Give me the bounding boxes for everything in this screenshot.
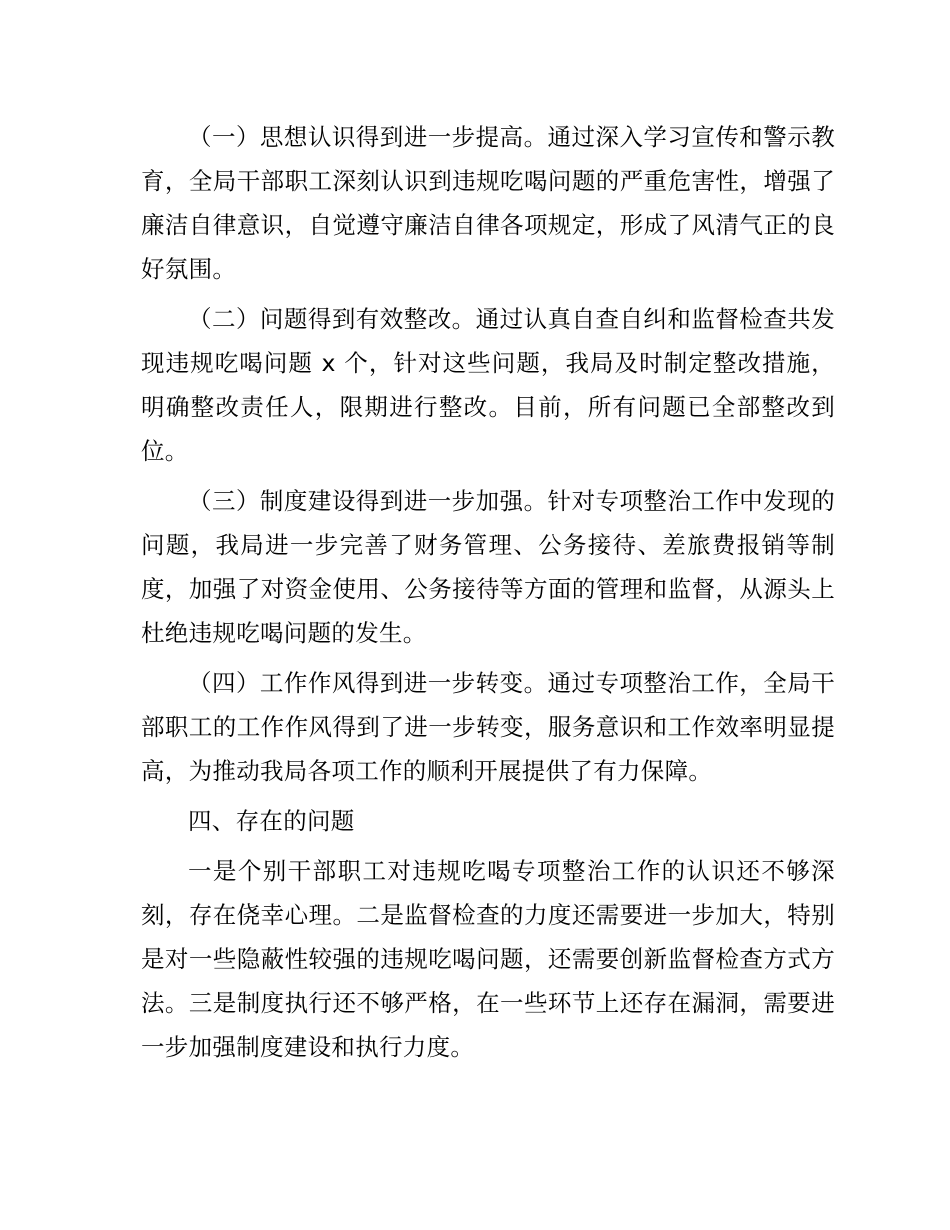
paragraph-result-4: （四）工作作风得到进一步转变。通过专项整治工作，全局干部职工的工作作风得到了进一步转变，服务意识和工作效率明显提高，为推动我局各项工作的顺利开展提供了有力保障。: [141, 669, 835, 785]
section-heading-problems: 四、存在的问题: [188, 807, 355, 835]
paragraph-result-1: （一）思想认识得到进一步提高。通过深入学习宣传和警示教育，全局干部职工深刻认识到违规吃喝问题的严重危害性，增强了廉洁自律意识，自觉遵守廉洁自律各项规定，形成了风清气正的良好氛围。: [141, 123, 835, 283]
paragraph-result-2: （二）问题得到有效整改。通过认真自查自纠和监督检查共发现违规吃喝问题 x 个，针对这些问题，我局及时制定整改措施，明确整改责任人，限期进行整改。目前，所有问题已全部整改到位。: [141, 305, 835, 465]
document-body: [141, 115, 835, 1075]
paragraph-result-3: （三）制度建设得到进一步加强。针对专项整治工作中发现的问题，我局进一步完善了财务管理、公务接待、差旅费报销等制度，加强了对资金使用、公务接待等方面的管理和监督，从源头上杜绝违规吃喝问题的发生。: [141, 487, 835, 647]
paragraph-problems: 一是个别干部职工对违规吃喝专项整治工作的认识还不够深刻，存在侥幸心理。二是监督检查的力度还需要进一步加大，特别是对一些隐蔽性较强的违规吃喝问题，还需要创新监督检查方式方法。三是制度执行还不够严格，在一些环节上还存在漏洞，需要进一步加强制度建设和执行力度。: [141, 857, 835, 1061]
